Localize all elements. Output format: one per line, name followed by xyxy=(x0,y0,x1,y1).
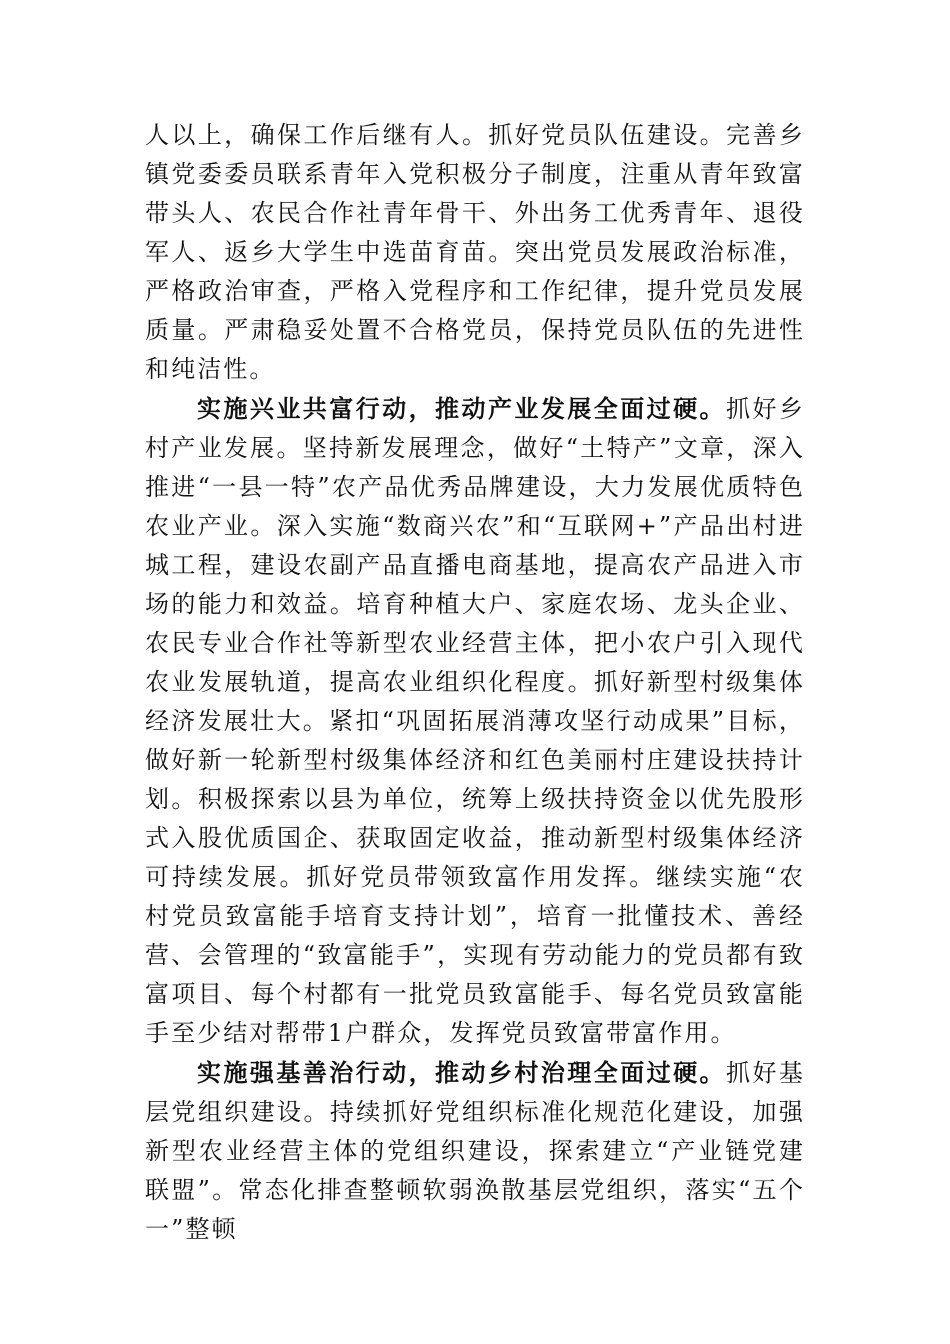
paragraph-industry xyxy=(145,389,805,1053)
paragraph-3-heading: 实施强基善治行动，推动乡村治理全面过硬。 xyxy=(197,1058,726,1087)
paragraph-2-text: 抓好乡村产业发展。坚持新发展理念，做好“土特产”文章，深入推进“一县一特”农产品优秀品牌建设，大力发展优质特色农业产业。深入实施“数商兴农”和“互联网+”产品出村进城工程，建设农副产品直播电商基地，提高农产品进入市场的能力和效益。培育种植大户、家庭农场、龙头企业、农民专业合作社等新型农业经营主体，把小农户引入现代农业发展轨道，提高农业组织化程度。抓好新型村级集体经济发展壮大。紧扣“巩固拓展消薄攻坚行动成果”目标，做好新一轮新型村级集体经济和红色美丽村庄建设扶持计划。积极探索以县为单位，统筹上级扶持资金以优先股形式入股优质国企、获取固定收益，推动新型村级集体经济可持续发展。抓好党员带领致富作用发挥。继续实施“农村党员致富能手培育支持计划”，培育一批懂技术、善经营、会管理的“致富能手”，实现有劳动能力的党员都有致富项目、每个村都有一批党员致富能手、每名党员致富能手至少结对帮带1户群众，发挥党员致富带富作用。 xyxy=(145,395,805,1047)
paragraph-1-text: 人以上，确保工作后继有人。抓好党员队伍建设。完善乡镇党委委员联系青年入党积极分子制度，注重从青年致富带头人、农民合作社青年骨干、外出务工优秀青年、退役军人、返乡大学生中选苗育苗。突出党员发展政治标准，严格政治审查，严格入党程序和工作纪律，提升党员发展质量。严肃稳妥处置不合格党员，保持党员队伍的先进性和纯洁性。 xyxy=(145,121,805,383)
paragraph-2-heading: 实施兴业共富行动，推动产业发展全面过硬。 xyxy=(197,394,726,423)
document-page xyxy=(145,116,805,1249)
paragraph-continued xyxy=(145,116,805,389)
paragraph-governance xyxy=(145,1053,805,1249)
paragraph-3-text: 抓好基层党组织建设。持续抓好党组织标准化规范化建设，加强新型农业经营主体的党组织建设，探索建立“产业链党建联盟”。常态化排查整顿软弱涣散基层党组织，落实“五个一”整顿 xyxy=(145,1059,805,1243)
